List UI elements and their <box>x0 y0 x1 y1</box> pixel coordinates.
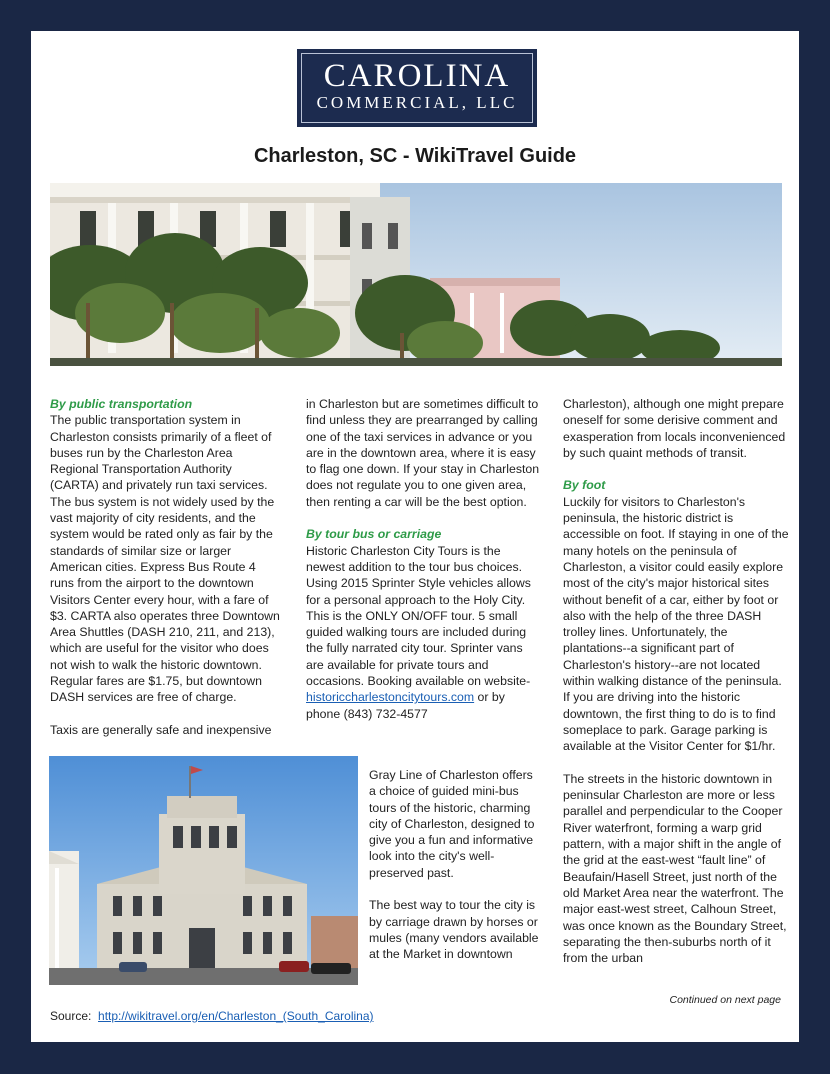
city-tours-phone: or by phone (843) 732-4577 <box>306 690 505 721</box>
heading-tour-bus: By tour bus or carriage <box>306 527 442 542</box>
paragraph-city-tours <box>306 543 542 722</box>
source-line <box>50 1009 374 1023</box>
heading-by-foot: By foot <box>563 478 606 493</box>
source-label: Source: <box>50 1009 92 1023</box>
paragraph-carriage: The best way to tour the city is by carriage drawn by horses or mules (many vendors available at the Market in downtown <box>369 898 539 962</box>
column-3 <box>563 396 789 966</box>
paragraph-foot: Luckily for visitors to Charleston's peninsula, the historic district is accessible on foot. If staying in one of the many hotels on the peninsula of Charleston, a visitor could easily explore most of the city's major historical sites without benefit of a car, either by foot or also with the help of the three DASH trolley lines. Unfortunately, the plantations--a significant part of Charleston's history--are not located within walking distance of the peninsula. If you are driving into the historic downtown, the first thing to do is to find someplace to park. Garage parking is available at the Visitor Center for $1/hr. <box>563 494 789 754</box>
logo-line1: CAROLINA <box>323 58 511 94</box>
paragraph-taxis: Taxis are generally safe and inexpensive <box>50 722 272 737</box>
source-link[interactable]: http://wikitravel.org/en/Charleston_(South_Carolina) <box>98 1009 374 1023</box>
city-hall-photo <box>49 756 358 985</box>
page <box>31 31 799 1042</box>
tours-website-link[interactable]: historiccharlestoncitytours.com <box>306 690 475 705</box>
paragraph-taxis-cont: in Charleston but are sometimes difficult to find unless they are prearranged by calling one of the taxi services in advance or you are in the downtown area, where it is easy to flag one down. If your stay in Charleston does not regulate you to one given area, then renting a car will be the best option. <box>306 397 540 509</box>
page-title: Charleston, SC - WikiTravel Guide <box>253 145 577 167</box>
paragraph-carriage-cont: Charleston), although one might prepare oneself for some derisive comment and exasperation from locals inconvenienced by such quaint methods of transit. <box>563 397 786 460</box>
column-2 <box>306 396 542 722</box>
column-2-lower <box>369 767 539 963</box>
heading-public-transportation: By public transportation <box>50 397 193 411</box>
paragraph-transit: The public transportation system in Charleston consists primarily of a fleet of buses run by the Charleston Area Regional Transportation Authority (CARTA) and privately run taxi services. The bus system is not widely used by the vast majority of city residents, and the system would be rated only as fair by the standards of similar size or larger American cities. Express Bus Route 4 runs from the airport to the downtown Visitors Center every hour, with a fare of $3. CARTA also operates three Downtown Area Shuttles (DASH 210, 211, and 213), which are useful for the visitor who does not wish to walk the historic downtown. Regular fares are $1.75, but downtown DASH services are free of charge. <box>50 413 280 705</box>
mansion-illustration <box>50 183 782 366</box>
city-tours-text: Historic Charleston City Tours is the newest addition to the tour bus choices. Using 2015 Sprinter Style vehicles allows for a personal approach to the Holy City. This is the ONLY ON/OFF tour. 5 small guided walking tours are included during the fully narrated city tour. Sprinter vans are available for private tours and occasions. Booking available on website- <box>306 543 531 689</box>
company-logo <box>297 49 537 127</box>
paragraph-gray-line: Gray Line of Charleston offers a choice of guided mini-bus tours of the historic, charming city of Charleston, designed to give you a fun and informative look into the city's well-preserved past. <box>369 768 535 880</box>
hero-photo <box>50 183 782 366</box>
paragraph-streets: The streets in the historic downtown in peninsular Charleston are more or less parallel and perpendicular to the Cooper River waterfront, forming a warp grid pattern, with a major shift in the angle of the grid at the east-west “fault line” of Beaufain/Hasell Street, just north of the old Market Area near the waterfront. The major east-west street, Calhoun Street, was once known as the Boundary Street, separating the then-suburbs north of it from the urban <box>563 771 787 966</box>
logo-line2: COMMERCIAL, LLC <box>316 93 518 112</box>
continued-note: Continued on next page <box>669 994 781 1006</box>
city-hall-illustration <box>49 756 358 985</box>
column-1 <box>50 396 280 738</box>
